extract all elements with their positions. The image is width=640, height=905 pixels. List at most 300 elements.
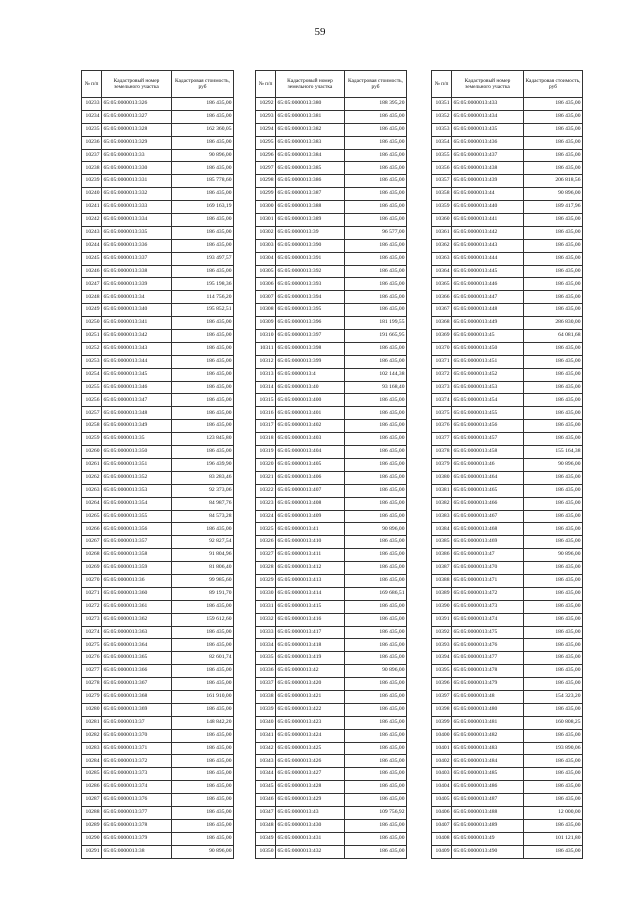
header-value: Кадастровая стоимость, руб (172, 71, 234, 98)
cadastral-number: 65:05:0000013:363 (102, 626, 172, 639)
cadastral-number: 65:05:0000013:353 (102, 484, 172, 497)
cadastral-number: 65:05:0000013:358 (102, 549, 172, 562)
cadastral-value: 186 435,00 (172, 600, 234, 613)
table-row (256, 136, 407, 149)
cadastral-value: 186 435,00 (524, 639, 583, 652)
cadastral-number: 65:05:0000013:334 (102, 214, 172, 227)
cadastral-number: 65:05:0000013:359 (102, 562, 172, 575)
row-number: 10357 (432, 175, 452, 188)
row-number: 10342 (256, 742, 276, 755)
header-cadastral: Кадастровый номер земельного участка (276, 71, 345, 98)
table-row (82, 381, 234, 394)
cadastral-value: 186 435,00 (524, 433, 583, 446)
table-row (82, 574, 234, 587)
table-row (256, 819, 407, 832)
cadastral-number: 65:05:0000013:380 (276, 98, 345, 111)
table-row (432, 613, 583, 626)
cadastral-value: 186 435,00 (172, 110, 234, 123)
table-row (432, 652, 583, 665)
table-row (432, 201, 583, 214)
row-number: 10348 (256, 819, 276, 832)
table-row (256, 690, 407, 703)
row-number: 10247 (82, 278, 102, 291)
row-number: 10408 (432, 832, 452, 845)
row-number: 10261 (82, 458, 102, 471)
table-row (256, 252, 407, 265)
table-row (432, 716, 583, 729)
table-row (432, 407, 583, 420)
table-row (432, 98, 583, 111)
cadastral-value: 186 435,00 (524, 703, 583, 716)
table-row (82, 716, 234, 729)
cadastral-value: 286 830,00 (524, 317, 583, 330)
row-number: 10292 (256, 98, 276, 111)
row-number: 10252 (82, 342, 102, 355)
cadastral-value: 90 896,00 (524, 549, 583, 562)
cadastral-value: 186 435,00 (345, 794, 407, 807)
table-row (256, 188, 407, 201)
cadastral-value: 92 373,06 (172, 484, 234, 497)
table-row (256, 497, 407, 510)
cadastral-number: 65:05:0000013:332 (102, 188, 172, 201)
table-row (432, 123, 583, 136)
row-number: 10257 (82, 407, 102, 420)
cadastral-value: 89 191,70 (172, 587, 234, 600)
row-number: 10401 (432, 742, 452, 755)
cadastral-number: 65:05:0000013:447 (452, 291, 524, 304)
cadastral-value: 84 573,28 (172, 510, 234, 523)
cadastral-number: 65:05:0000013:49 (452, 832, 524, 845)
cadastral-number: 65:05:0000013:487 (452, 794, 524, 807)
cadastral-value: 90 896,00 (524, 188, 583, 201)
row-number: 10389 (432, 587, 452, 600)
cadastral-number: 65:05:0000013:475 (452, 626, 524, 639)
table-row (82, 755, 234, 768)
cadastral-number: 65:05:0000013:466 (452, 497, 524, 510)
row-number: 10291 (82, 845, 102, 858)
cadastral-number: 65:05:0000013:427 (276, 768, 345, 781)
cadastral-number: 65:05:0000013:458 (452, 446, 524, 459)
row-number: 10344 (256, 768, 276, 781)
cadastral-number: 65:05:0000013:354 (102, 497, 172, 510)
cadastral-number: 65:05:0000013:405 (276, 458, 345, 471)
row-number: 10394 (432, 652, 452, 665)
row-number: 10244 (82, 239, 102, 252)
cadastral-value: 186 435,00 (345, 471, 407, 484)
row-number: 10262 (82, 471, 102, 484)
table-row (82, 806, 234, 819)
cadastral-value: 186 435,00 (172, 819, 234, 832)
cadastral-value: 123 845,80 (172, 433, 234, 446)
cadastral-value: 160 808,25 (524, 716, 583, 729)
cadastral-number: 65:05:0000013:340 (102, 304, 172, 317)
cadastral-number: 65:05:0000013:411 (276, 549, 345, 562)
cadastral-number: 65:05:0000013:34 (102, 291, 172, 304)
table-row (256, 832, 407, 845)
row-number: 10279 (82, 690, 102, 703)
table-row (256, 110, 407, 123)
row-number: 10280 (82, 703, 102, 716)
cadastral-value: 186 435,00 (172, 342, 234, 355)
row-number: 10267 (82, 536, 102, 549)
row-number: 10302 (256, 226, 276, 239)
row-number: 10371 (432, 355, 452, 368)
cadastral-number: 65:05:0000013:421 (276, 690, 345, 703)
cadastral-number: 65:05:0000013:443 (452, 239, 524, 252)
table-row (256, 149, 407, 162)
table-row (256, 600, 407, 613)
cadastral-value: 186 435,00 (524, 755, 583, 768)
cadastral-number: 65:05:0000013:390 (276, 239, 345, 252)
cadastral-value: 186 435,00 (345, 342, 407, 355)
cadastral-number: 65:05:0000013:374 (102, 781, 172, 794)
row-number: 10312 (256, 355, 276, 368)
cadastral-value: 186 435,00 (345, 304, 407, 317)
cadastral-number: 65:05:0000013:389 (276, 214, 345, 227)
cadastral-number: 65:05:0000013:329 (102, 136, 172, 149)
cadastral-value: 186 435,00 (524, 239, 583, 252)
cadastral-number: 65:05:0000013:449 (452, 317, 524, 330)
cadastral-number: 65:05:0000013:47 (452, 549, 524, 562)
row-number: 10352 (432, 110, 452, 123)
cadastral-number: 65:05:0000013:451 (452, 355, 524, 368)
table-row (82, 420, 234, 433)
cadastral-value: 186 435,00 (345, 265, 407, 278)
table-row (256, 278, 407, 291)
cadastral-value: 186 435,00 (524, 497, 583, 510)
table-row (432, 678, 583, 691)
row-number: 10305 (256, 265, 276, 278)
cadastral-value: 186 435,00 (345, 446, 407, 459)
cadastral-number: 65:05:0000013:485 (452, 768, 524, 781)
cadastral-value: 93 168,40 (345, 381, 407, 394)
table-row (256, 471, 407, 484)
row-number: 10390 (432, 600, 452, 613)
cadastral-number: 65:05:0000013:379 (102, 832, 172, 845)
cadastral-value: 90 896,00 (524, 458, 583, 471)
row-number: 10369 (432, 330, 452, 343)
row-number: 10241 (82, 201, 102, 214)
cadastral-number: 65:05:0000013:350 (102, 446, 172, 459)
cadastral-number: 65:05:0000013:424 (276, 729, 345, 742)
header-cadastral: Кадастровый номер земельного участка (452, 71, 524, 98)
table-row (82, 690, 234, 703)
cadastral-value: 186 435,00 (172, 755, 234, 768)
table-row (256, 214, 407, 227)
row-number: 10233 (82, 98, 102, 111)
row-number: 10350 (256, 845, 276, 858)
row-number: 10245 (82, 252, 102, 265)
row-number: 10314 (256, 381, 276, 394)
table-row (432, 162, 583, 175)
cadastral-value: 186 435,00 (172, 794, 234, 807)
header-num: № п/п (432, 71, 452, 98)
row-number: 10281 (82, 716, 102, 729)
table-row (82, 665, 234, 678)
cadastral-number: 65:05:0000013:327 (102, 110, 172, 123)
row-number: 10353 (432, 123, 452, 136)
table-row (82, 252, 234, 265)
cadastral-number: 65:05:0000013:378 (102, 819, 172, 832)
cadastral-number: 65:05:0000013:472 (452, 587, 524, 600)
table-row (256, 562, 407, 575)
row-number: 10379 (432, 458, 452, 471)
cadastral-value: 154 323,20 (524, 690, 583, 703)
row-number: 10285 (82, 768, 102, 781)
row-number: 10367 (432, 304, 452, 317)
cadastral-value: 12 000,00 (524, 806, 583, 819)
row-number: 10387 (432, 562, 452, 575)
row-number: 10250 (82, 317, 102, 330)
cadastral-number: 65:05:0000013:419 (276, 652, 345, 665)
cadastral-value: 186 435,00 (172, 214, 234, 227)
cadastral-value: 186 435,00 (172, 188, 234, 201)
cadastral-value: 186 435,00 (172, 136, 234, 149)
table-row (256, 652, 407, 665)
cadastral-value: 186 435,00 (524, 574, 583, 587)
cadastral-number: 65:05:0000013:436 (452, 136, 524, 149)
cadastral-value: 186 435,00 (345, 484, 407, 497)
cadastral-value: 186 435,00 (524, 149, 583, 162)
table-row (256, 716, 407, 729)
table-row (432, 368, 583, 381)
cadastral-number: 65:05:0000013:440 (452, 201, 524, 214)
cadastral-value: 186 435,00 (345, 123, 407, 136)
row-number: 10349 (256, 832, 276, 845)
header-num: № п/п (82, 71, 102, 98)
table-row (82, 265, 234, 278)
cadastral-number: 65:05:0000013:328 (102, 123, 172, 136)
row-number: 10404 (432, 781, 452, 794)
cadastral-number: 65:05:0000013:37 (102, 716, 172, 729)
row-number: 10343 (256, 755, 276, 768)
table-row (82, 123, 234, 136)
row-number: 10392 (432, 626, 452, 639)
cadastral-value: 186 435,00 (172, 729, 234, 742)
cadastral-value: 186 435,00 (345, 652, 407, 665)
cadastral-value: 186 435,00 (172, 523, 234, 536)
table-row (82, 188, 234, 201)
cadastral-number: 65:05:0000013:349 (102, 420, 172, 433)
row-number: 10290 (82, 832, 102, 845)
table-row (256, 665, 407, 678)
cadastral-number: 65:05:0000013:382 (276, 123, 345, 136)
row-number: 10263 (82, 484, 102, 497)
cadastral-value: 90 896,00 (345, 665, 407, 678)
table-row (432, 794, 583, 807)
table-row (432, 600, 583, 613)
cadastral-value: 91 804,96 (172, 549, 234, 562)
table-row (256, 407, 407, 420)
registry-table-3 (431, 70, 583, 859)
cadastral-number: 65:05:0000013:371 (102, 742, 172, 755)
table-row (256, 729, 407, 742)
cadastral-value: 83 283,46 (172, 471, 234, 484)
cadastral-number: 65:05:0000013:36 (102, 574, 172, 587)
cadastral-number: 65:05:0000013:356 (102, 523, 172, 536)
row-number: 10385 (432, 536, 452, 549)
row-number: 10337 (256, 678, 276, 691)
cadastral-value: 90 896,00 (345, 523, 407, 536)
cadastral-value: 186 435,00 (524, 394, 583, 407)
cadastral-value: 186 435,00 (345, 690, 407, 703)
table-row (82, 768, 234, 781)
cadastral-value: 186 435,00 (345, 626, 407, 639)
table-row (256, 523, 407, 536)
table-row (432, 690, 583, 703)
row-number: 10286 (82, 781, 102, 794)
row-number: 10274 (82, 626, 102, 639)
row-number: 10338 (256, 690, 276, 703)
table-row (82, 845, 234, 858)
table-row (256, 484, 407, 497)
cadastral-value: 109 756,92 (345, 806, 407, 819)
cadastral-number: 65:05:0000013:360 (102, 587, 172, 600)
cadastral-value: 186 435,00 (345, 355, 407, 368)
row-number: 10313 (256, 368, 276, 381)
table-row (82, 562, 234, 575)
cadastral-value: 186 435,00 (172, 394, 234, 407)
table-row (432, 304, 583, 317)
table-row (256, 162, 407, 175)
cadastral-value: 186 435,00 (345, 703, 407, 716)
cadastral-value: 186 435,00 (524, 304, 583, 317)
page-number: 59 (314, 26, 326, 38)
cadastral-value: 186 435,00 (345, 201, 407, 214)
cadastral-value: 186 435,00 (524, 819, 583, 832)
table-row (82, 484, 234, 497)
cadastral-value: 186 435,00 (524, 381, 583, 394)
cadastral-number: 65:05:0000013:40 (276, 381, 345, 394)
cadastral-value: 195 852,51 (172, 304, 234, 317)
header-value: Кадастровая стоимость, руб (524, 71, 583, 98)
table-row (82, 510, 234, 523)
cadastral-value: 186 435,00 (345, 845, 407, 858)
cadastral-value: 186 435,00 (524, 678, 583, 691)
table-row (256, 381, 407, 394)
row-number: 10318 (256, 433, 276, 446)
row-number: 10273 (82, 613, 102, 626)
row-number: 10393 (432, 639, 452, 652)
cadastral-value: 186 435,00 (172, 832, 234, 845)
cadastral-value: 186 435,00 (345, 768, 407, 781)
cadastral-number: 65:05:0000013:402 (276, 420, 345, 433)
table-row (256, 317, 407, 330)
cadastral-number: 65:05:0000013:432 (276, 845, 345, 858)
cadastral-number: 65:05:0000013:490 (452, 845, 524, 858)
row-number: 10403 (432, 768, 452, 781)
row-number: 10324 (256, 510, 276, 523)
cadastral-number: 65:05:0000013:474 (452, 613, 524, 626)
row-number: 10284 (82, 755, 102, 768)
cadastral-value: 186 435,00 (524, 613, 583, 626)
row-number: 10264 (82, 497, 102, 510)
cadastral-value: 186 435,00 (345, 110, 407, 123)
row-number: 10307 (256, 291, 276, 304)
cadastral-number: 65:05:0000013:48 (452, 690, 524, 703)
table-header-row (82, 71, 234, 98)
cadastral-number: 65:05:0000013:406 (276, 471, 345, 484)
cadastral-number: 65:05:0000013:455 (452, 407, 524, 420)
cadastral-number: 65:05:0000013:409 (276, 510, 345, 523)
table-row (432, 342, 583, 355)
cadastral-value: 161 910,00 (172, 690, 234, 703)
table-row (256, 265, 407, 278)
cadastral-value: 186 435,00 (345, 278, 407, 291)
cadastral-value: 186 435,00 (345, 600, 407, 613)
cadastral-number: 65:05:0000013:428 (276, 781, 345, 794)
table-row (82, 523, 234, 536)
table-row (432, 265, 583, 278)
cadastral-value: 186 435,00 (524, 523, 583, 536)
cadastral-number: 65:05:0000013:457 (452, 433, 524, 446)
cadastral-value: 186 435,00 (172, 665, 234, 678)
row-number: 10377 (432, 433, 452, 446)
cadastral-number: 65:05:0000013:415 (276, 600, 345, 613)
table-row (256, 394, 407, 407)
cadastral-value: 186 435,00 (345, 497, 407, 510)
row-number: 10406 (432, 806, 452, 819)
row-number: 10339 (256, 703, 276, 716)
row-number: 10236 (82, 136, 102, 149)
cadastral-number: 65:05:0000013:456 (452, 420, 524, 433)
cadastral-number: 65:05:0000013:352 (102, 471, 172, 484)
row-number: 10365 (432, 278, 452, 291)
cadastral-number: 65:05:0000013:446 (452, 278, 524, 291)
cadastral-number: 65:05:0000013:435 (452, 123, 524, 136)
cadastral-number: 65:05:0000013:464 (452, 471, 524, 484)
row-number: 10283 (82, 742, 102, 755)
table-row (82, 549, 234, 562)
row-number: 10382 (432, 497, 452, 510)
cadastral-number: 65:05:0000013:365 (102, 652, 172, 665)
table-row (432, 729, 583, 742)
cadastral-number: 65:05:0000013:479 (452, 678, 524, 691)
row-number: 10329 (256, 574, 276, 587)
table-row (256, 574, 407, 587)
table-row (432, 536, 583, 549)
cadastral-value: 186 435,00 (524, 484, 583, 497)
table-row (432, 149, 583, 162)
row-number: 10402 (432, 755, 452, 768)
cadastral-number: 65:05:0000013:452 (452, 368, 524, 381)
cadastral-value: 186 435,00 (524, 136, 583, 149)
table-row (82, 794, 234, 807)
table-row (256, 433, 407, 446)
table-row (82, 175, 234, 188)
table-row (432, 781, 583, 794)
cadastral-value: 188 395,20 (345, 98, 407, 111)
cadastral-number: 65:05:0000013:381 (276, 110, 345, 123)
row-number: 10288 (82, 806, 102, 819)
cadastral-number: 65:05:0000013:481 (452, 716, 524, 729)
row-number: 10333 (256, 626, 276, 639)
row-number: 10295 (256, 136, 276, 149)
row-number: 10276 (82, 652, 102, 665)
cadastral-value: 186 435,00 (345, 239, 407, 252)
cadastral-number: 65:05:0000013:469 (452, 536, 524, 549)
row-number: 10308 (256, 304, 276, 317)
cadastral-number: 65:05:0000013:448 (452, 304, 524, 317)
cadastral-value: 186 435,00 (172, 420, 234, 433)
cadastral-value: 169 163,19 (172, 201, 234, 214)
cadastral-number: 65:05:0000013:366 (102, 665, 172, 678)
row-number: 10409 (432, 845, 452, 858)
row-number: 10383 (432, 510, 452, 523)
row-number: 10380 (432, 471, 452, 484)
table-row (432, 768, 583, 781)
row-number: 10340 (256, 716, 276, 729)
